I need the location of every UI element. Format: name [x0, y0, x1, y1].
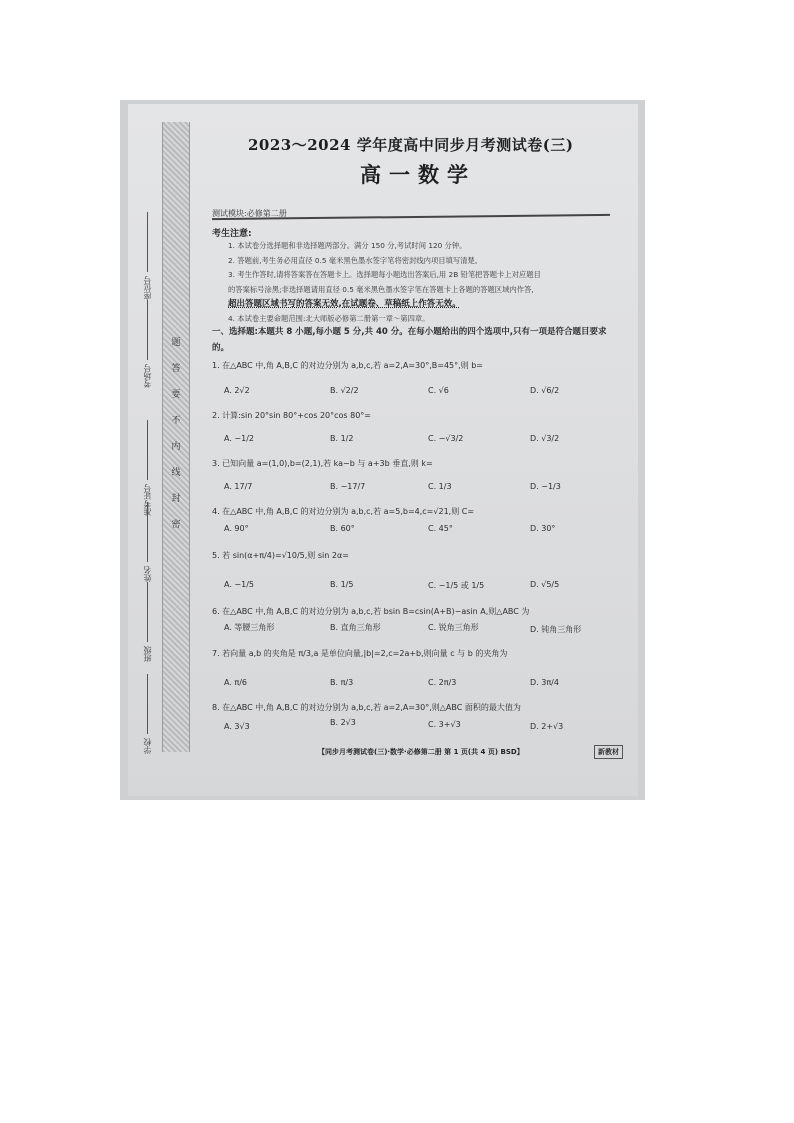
- field-name: 姓名: [142, 502, 154, 582]
- question-option: D. 3π/4: [530, 678, 559, 687]
- subject-title: 高一数学: [360, 162, 476, 187]
- question-option: A. 17/7: [224, 482, 253, 491]
- question-option: B. 2√3: [330, 718, 356, 727]
- module-line: 测试模块:必修第二册: [212, 209, 287, 218]
- seal-line-text: [170, 330, 182, 538]
- question-option: D. −1/3: [530, 482, 561, 491]
- question-option: B. −17/7: [330, 482, 366, 491]
- question-option: B. 直角三角形: [330, 623, 381, 632]
- seal-char: 封: [171, 494, 181, 504]
- question-stem: 5. 若 sin(α+π/4)=√10/5,则 sin 2α=: [212, 551, 349, 560]
- question-option: C. 2π/3: [428, 678, 457, 687]
- question-option: B. √2/2: [330, 386, 359, 395]
- question-option: B. 1/5: [330, 580, 354, 589]
- question-stem: 2. 计算:sin 20°sin 80°+cos 20°cos 80°=: [212, 411, 372, 420]
- question-stem: 6. 在△ABC 中,角 A,B,C 的对边分别为 a,b,c,若 bsin B=csin(A+B)−asin A,则△ABC 为: [212, 607, 530, 616]
- question-option: A. π/6: [224, 678, 248, 687]
- question-option: C. 锐角三角形: [428, 623, 479, 632]
- seal-char: 要: [171, 390, 181, 400]
- question-option: C. 3+√3: [428, 720, 461, 729]
- notice-heading: 考生注意:: [212, 229, 252, 239]
- section-heading: 一、选择题:本题共 8 小题,每小题 5 分,共 40 分。在每小题给出的四个选项中,只有一项是符合题目要求的。: [212, 327, 607, 353]
- question-option: A. 3√3: [224, 722, 250, 731]
- seal-char: 题: [171, 338, 181, 348]
- question-stem: 8. 在△ABC 中,角 A,B,C 的对边分别为 a,b,c,若 a=2,A=30°,则△ABC 面积的最大值为: [212, 703, 521, 712]
- field-seat: 座位号: [142, 212, 154, 300]
- exam-title: 2023～2024 学年度高中同步月考测试卷(三): [248, 136, 574, 154]
- field-room: 考场号: [142, 300, 154, 388]
- seal-char: 内: [171, 442, 181, 452]
- notice-item: 3. 考生作答时,请将答案答在答题卡上。选择题每小题选出答案后,用 2B 铅笔把答题卡上对应题目: [228, 270, 541, 279]
- notice-item: 的答案标号涂黑;非选择题请用直径 0.5 毫米黑色墨水签字笔在答题卡上各题的答题区域内作答,: [228, 284, 534, 294]
- edition-badge: 新教材: [594, 745, 623, 759]
- question-option: B. π/3: [330, 678, 354, 687]
- question-option: D. 2+√3: [530, 722, 564, 731]
- question-option: D. √6/2: [530, 386, 560, 395]
- question-option: C. −√3/2: [428, 434, 464, 443]
- question-option: D. 30°: [530, 524, 556, 533]
- notice-item: 4. 本试卷主要命题范围:北大师版必修第二册第一章～第四章。: [228, 313, 430, 323]
- question-option: D. √3/2: [530, 434, 560, 443]
- field-class: 班级: [142, 582, 154, 662]
- question-option: C. √6: [428, 386, 449, 395]
- question-option: A. 等腰三角形: [224, 623, 275, 632]
- question-stem: 1. 在△ABC 中,角 A,B,C 的对边分别为 a,b,c,若 a=2,A=30°,B=45°,则 b=: [212, 361, 484, 370]
- question-option: C. 1/3: [428, 482, 452, 491]
- question-stem: 4. 在△ABC 中,角 A,B,C 的对边分别为 a,b,c,若 a=5,b=4,c=√21,则 C=: [212, 507, 475, 516]
- exam-sheet: [128, 104, 638, 796]
- question-option: B. 60°: [330, 524, 355, 533]
- question-option: A. −1/2: [224, 434, 254, 443]
- question-option: D. 钝角三角形: [530, 625, 582, 634]
- page-footer: 【同步月考测试卷(三)·数学·必修第二册 第 1 页(共 4 页) BSD】: [318, 748, 524, 756]
- notice-list: [228, 239, 618, 326]
- question-stem: 3. 已知向量 a=(1,0),b=(2,1),若 ka−b 与 a+3b 垂直,则 k=: [212, 459, 433, 468]
- question-option: A. 2√2: [224, 386, 250, 395]
- question-option: D. √5/5: [530, 580, 560, 589]
- seal-char: 密: [171, 520, 181, 530]
- notice-item-emphasis: 超出答题区域书写的答案无效,在试题卷、草稿纸上作答无效。: [228, 299, 461, 309]
- question-option: C. −1/5 或 1/5: [428, 581, 485, 590]
- seal-char: 不: [171, 416, 181, 426]
- seal-char: 线: [171, 468, 181, 478]
- field-school: 学校: [142, 674, 154, 754]
- photo-background: [120, 100, 645, 800]
- question-option: A. 90°: [224, 524, 249, 533]
- field-id: 准考证号: [142, 420, 154, 516]
- notice-item: 2. 答题前,考生务必用直径 0.5 毫米黑色墨水签字笔将密封线内项目填写清楚。: [228, 255, 483, 265]
- question-option: B. 1/2: [330, 434, 354, 443]
- question-option: C. 45°: [428, 524, 453, 533]
- notice-item: 1. 本试卷分选择题和非选择题两部分。满分 150 分,考试时间 120 分钟。: [228, 241, 467, 250]
- seal-char: 答: [171, 364, 181, 374]
- question-stem: 7. 若向量 a,b 的夹角是 π/3,a 是单位向量,|b|=2,c=2a+b,则向量 c 与 b 的夹角为: [212, 649, 508, 658]
- question-option: A. −1/5: [224, 580, 254, 589]
